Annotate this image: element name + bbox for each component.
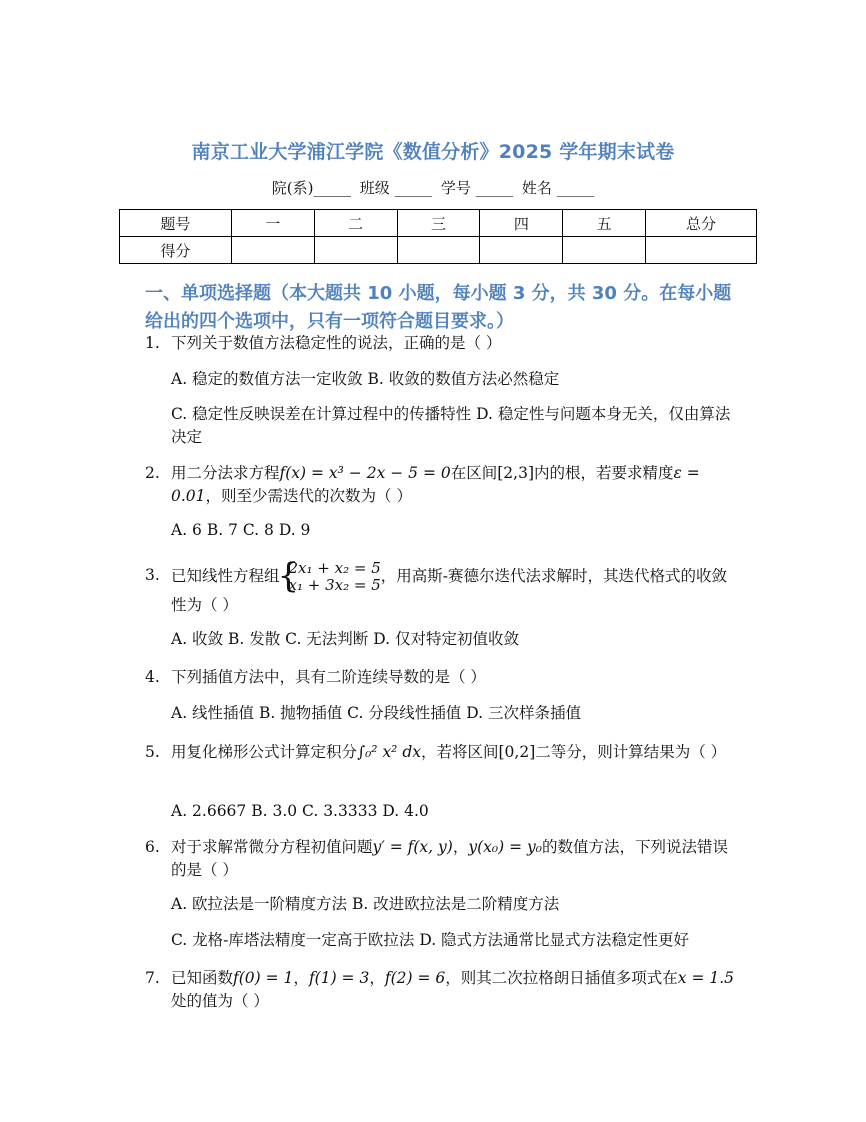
- question-stem: [171, 741, 740, 764]
- initial-condition: y(x₀) = y₀: [468, 838, 542, 856]
- score-cell: 三: [397, 210, 480, 237]
- department-field: 院(系)_____: [271, 179, 352, 197]
- name-field: 姓名 _____: [521, 179, 595, 197]
- stem-text: ，: [293, 969, 309, 987]
- question-5-options: A. 2.6667 B. 3.0 C. 3.3333 D. 4.0: [171, 802, 429, 820]
- question-stem: [171, 560, 740, 617]
- stem-text: ，: [369, 969, 385, 987]
- question-1-options-ab: A. 稳定的数值方法一定收敛 B. 收敛的数值方法必然稳定: [171, 370, 560, 388]
- stem-text: 处的值为（ ）: [171, 992, 269, 1010]
- equation-system: [280, 560, 381, 594]
- score-cell: 二: [314, 210, 397, 237]
- score-cell: 四: [480, 210, 563, 237]
- question-number: 6.: [145, 838, 160, 856]
- question-stem: [171, 836, 740, 882]
- stem-text: ，若将区间[0,2]二等分，则计算结果为（ ）: [421, 743, 727, 761]
- score-cell: [563, 237, 646, 264]
- score-table-score-row: [120, 237, 757, 264]
- stem-text: 已知线性方程组: [171, 567, 280, 585]
- score-cell: [314, 237, 397, 264]
- stem-text: 在区间[2,3]内的根，若要求精度: [450, 464, 674, 482]
- question-number: 1.: [145, 334, 160, 352]
- score-cell: [397, 237, 480, 264]
- function-value: f(1) = 3: [308, 969, 370, 987]
- function-value: f(2) = 6: [384, 969, 446, 987]
- stem-text: ，: [452, 838, 469, 856]
- integral: ∫₀² x² dx: [357, 743, 421, 761]
- question-stem: [171, 967, 740, 1013]
- score-cell: 得分: [120, 237, 232, 264]
- question-2-options: A. 6 B. 7 C. 8 D. 9: [171, 521, 311, 539]
- question-number: 4.: [145, 668, 160, 686]
- question-number: 7.: [145, 969, 160, 987]
- stem-text: ，则其二次拉格朗日插值多项式在: [445, 969, 678, 987]
- score-cell: [646, 237, 757, 264]
- question-4: [145, 666, 740, 689]
- score-cell: 总分: [646, 210, 757, 237]
- question-4-options: A. 线性插值 B. 抛物插值 C. 分段线性插值 D. 三次样条插值: [171, 704, 581, 722]
- student-id-field: 学号 _____: [440, 179, 514, 197]
- question-2: [145, 462, 740, 508]
- score-table-header-row: [120, 210, 757, 237]
- question-7: [145, 967, 740, 1013]
- stem-text: ，则至少需迭代的次数为（ ）: [205, 487, 412, 505]
- stem-text: 的数值方法，下列说法错误的是（ ）: [171, 838, 728, 879]
- score-cell: 题号: [120, 210, 232, 237]
- stem-text: 用复化梯形公式计算定积分: [171, 743, 358, 761]
- score-cell: 五: [563, 210, 646, 237]
- ode: y′ = f(x, y): [372, 838, 453, 856]
- score-table: [119, 209, 757, 264]
- question-number: 3.: [145, 566, 160, 584]
- equation-line: { 2x₁ + x₂ = 5: [288, 559, 381, 577]
- stem-text: 已知函数: [171, 969, 234, 987]
- class-field: 班级 _____: [359, 179, 433, 197]
- equation-line: x₁ + 3x₂ = 5: [288, 576, 381, 594]
- score-cell: [480, 237, 563, 264]
- question-6-options-cd: C. 龙格-库塔法精度一定高于欧拉法 D. 隐式方法通常比显式方法稳定性更好: [171, 931, 690, 949]
- function-value: f(0) = 1: [233, 969, 294, 987]
- score-cell: [231, 237, 314, 264]
- equation: f(x) = x³ − 2x − 5 = 0: [279, 464, 451, 482]
- student-info-line: [0, 177, 866, 198]
- question-stem: [171, 462, 740, 508]
- question-number: 2.: [145, 464, 160, 482]
- question-3-options: A. 收敛 B. 发散 C. 无法判断 D. 仅对特定初值收敛: [171, 630, 519, 648]
- score-cell: 一: [231, 210, 314, 237]
- question-1: [145, 332, 740, 355]
- question-number: 5.: [145, 743, 160, 761]
- precision-value: ε = 0.01: [171, 464, 700, 505]
- question-5: [145, 741, 740, 764]
- stem-text: 对于求解常微分方程初值问题: [171, 838, 373, 856]
- exam-title: 南京工业大学浦江学院《数值分析》2025 学年期末试卷: [191, 141, 675, 163]
- stem-text: 用二分法求方程: [171, 464, 280, 482]
- stem-text: ，用高斯-赛德尔迭代法求解时，其迭代格式的收敛性为（ ）: [171, 567, 728, 614]
- evaluation-point: x = 1.5: [677, 969, 735, 987]
- question-1-options-cd: C. 稳定性反映误差在计算过程中的传播特性 D. 稳定性与问题本身无关，仅由算法决定: [171, 405, 731, 446]
- question-stem: 下列关于数值方法稳定性的说法，正确的是（ ）: [171, 334, 502, 352]
- question-3: [145, 560, 740, 617]
- question-6-options-ab: A. 欧拉法是一阶精度方法 B. 改进欧拉法是二阶精度方法: [171, 895, 560, 913]
- question-stem: 下列插值方法中，具有二阶连续导数的是（ ）: [171, 668, 486, 686]
- question-6: [145, 836, 740, 882]
- section-heading: 一、单项选择题（本大题共 10 小题，每小题 3 分，共 30 分。在每小题给出的四个选项中，只有一项符合题目要求。）: [145, 283, 732, 332]
